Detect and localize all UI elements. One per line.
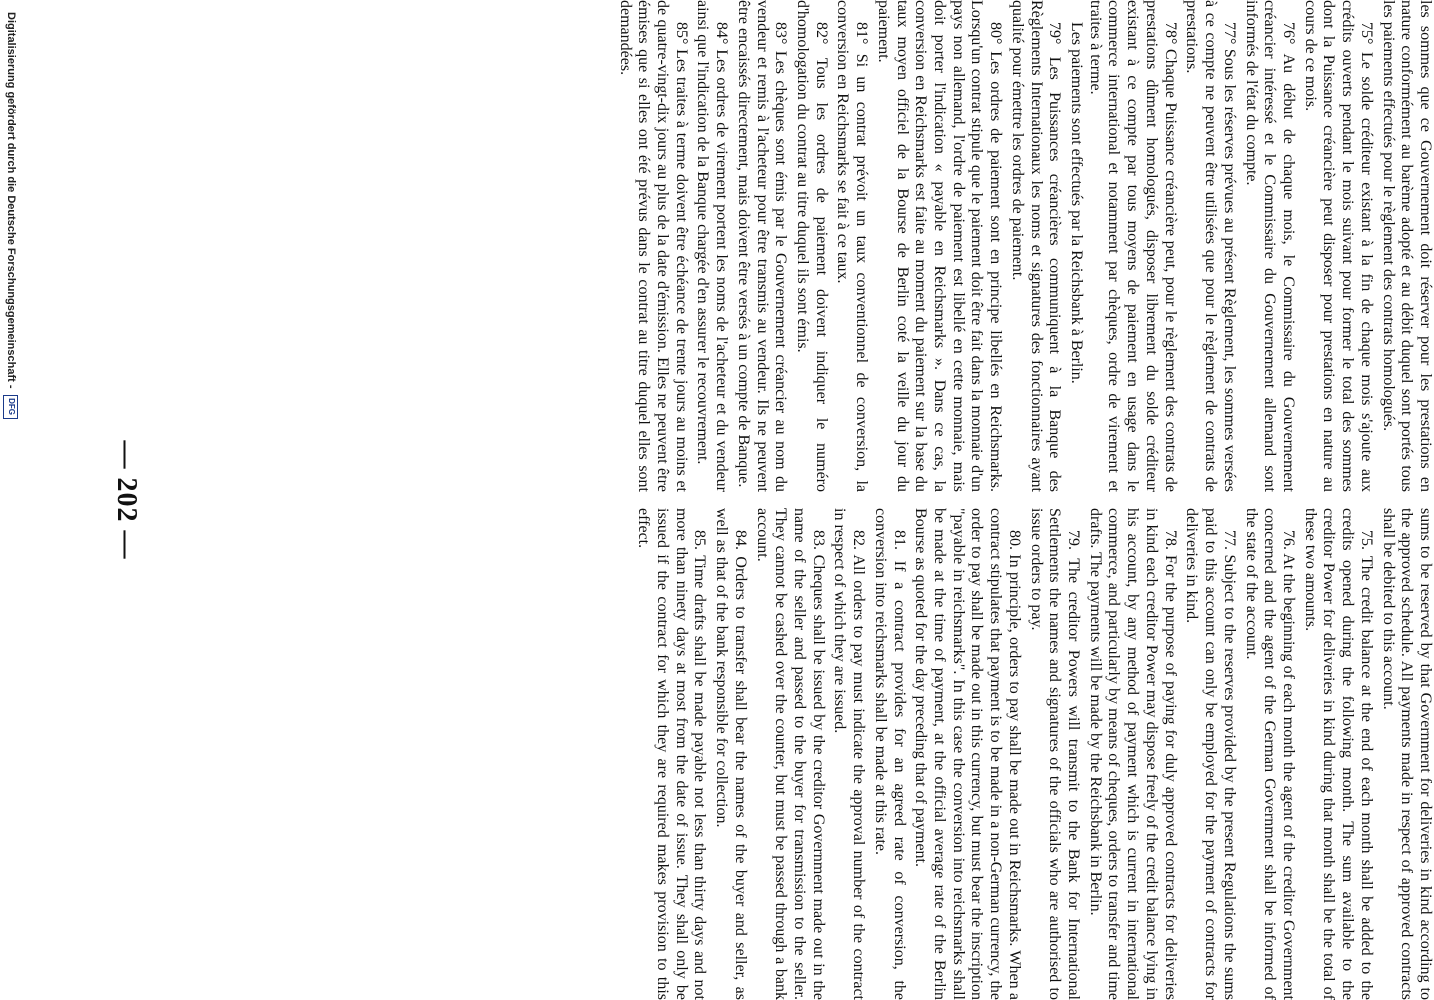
french-paragraph-77: 77° Sous les réserves prévues au présent Règlement, les sommes versées à ce compte ne peuvent être utilisées que pour le règlement de contrats de prestations.: [1183, 0, 1238, 492]
english-paragraph-78: 78. For the purpose of paying for duly approved contracts for deliveries in kind each creditor Power may dispose freely of the credit balance lying in his account, by any method of payment which is current in international commerce, and particularly by means of cheques, orders to transfer and time drafts. The payments will be made by the Reichsbank in Berlin.: [1086, 508, 1179, 1000]
funding-credit-text: Digitalisierung gefördert durch die Deutsche Forschungsgemeinschaft -: [5, 12, 17, 389]
french-paragraph-82: 82° Tous les ordres de paiement doivent indiquer le numéro d'homologation du contrat au titre duquel ils sont émis.: [794, 0, 830, 492]
french-paragraph-79: 79° Les Puissances créancières communiquent à la Banque des Règlements Internationaux les noms et signatures des fonctionnaires ayant qualité pour émettre les ordres de paiement.: [1008, 0, 1064, 492]
english-text-column: [154, 508, 1434, 1000]
english-paragraph-77: 77. Subject to the reserves provided by the present Regulations the sums paid to this account can only be employed for the payment of contracts for deliveries in kind.: [1183, 508, 1238, 1000]
french-paragraph-83: 83° Les chèques sont émis par le Gouvernement créancier au nom du vendeur et remis à l'acheteur pour être transmis au vendeur. Ils ne peuvent être encaissés directement, mais doivent être versés à un compte de Banque.: [734, 0, 790, 492]
digitization-footer: [0, 0, 22, 1000]
french-paragraph-78: 78° Chaque Puissance créancière peut, pour le règlement des contrats de prestations dûment homologués, disposer librement du solde créditeur existant à ce compte par tous moyens de paiement en usage dans le commerce international et notamment par chèques, ordre de virement et traites à terme.: [1086, 0, 1179, 492]
french-paragraph-78-payments: Les paiements sont effectués par la Reichsbank à Berlin.: [1068, 22, 1086, 384]
english-paragraph-79: 79. The creditor Powers will transmit to the Bank for International Settlements the names and signatures of the officials who are authorised to issue orders to pay.: [1027, 508, 1083, 1000]
french-text-column: [154, 0, 1434, 492]
french-paragraph-84: 84° Les ordres de virement portent les noms de l'acheteur et du vendeur ainsi que l'indication de la Banque chargée d'en assurer le recouvrement.: [694, 0, 731, 492]
french-paragraph-80: 80° Les ordres de paiement sont en principe libellés en Reichsmarks. Lorsqu'un contrat stipule que le paiement doit être fait dans la monnaie d'un pays non allemand, l'ordre de paiement est libellé en cette monnaie, mais doit porter l'indication « payable en Reichsmarks ». Dans ce cas, la conversion en Reichsmarks est faite au moment du paiement sur la base du taux moyen officiel de la Bourse de Berlin coté la veille du jour du paiement.: [874, 0, 1005, 492]
french-paragraph-85: 85° Les traites à terme doivent être échéance de trente jours au moins et de quatre-vingt-dix jours au plus de la date d'émission. Elles ne peuvent être émises que si elles ont été prévus dans le contrat au titre duquel elles sont demandées.: [616, 0, 690, 492]
dfg-logo-icon: DFG: [4, 395, 19, 419]
french-paragraph-75: 75° Le solde créditeur existant à la fin de chaque mois s'ajoute aux crédits ouverts pendant le mois suivant pour former le total des sommes dont la Puissance créancière peut disposer pour prestations en nature au cours de ce mois.: [1301, 0, 1375, 492]
english-paragraph-75: 75. The credit balance at the end of each month shall be added to the credits opened during the following month. The sum available to the creditor Power for deliveries in kind during that month shall be the total of these two amounts.: [1301, 508, 1375, 1000]
english-paragraph-76: 76. At the beginning of each month the agent of the creditor Government concerned and the agent of the German Government shall be informed of the state of the account.: [1242, 508, 1297, 1000]
english-paragraph-84: 84. Orders to transfer shall bear the names of the buyer and seller, as well as that of the bank responsible for collection.: [713, 508, 749, 1000]
english-intro-paragraph: sums to be reserved by that Government for deliveries in kind according to the approved schedule. All payments made in respect of approved contracts shall be debited to this account.: [1379, 508, 1434, 1000]
french-paragraph-81: 81° Si un contrat prévoit un taux conventionnel de conversion, la conversion en Reichsmarks se fait à ce taux.: [834, 0, 871, 492]
english-paragraph-83: 83. Cheques shall be issued by the creditor Government made out in the name of the seller and passed to the buyer for transmission to the seller. They cannot be cashed over the counter, but must be passed through a bank account.: [753, 508, 827, 1000]
english-paragraph-80: 80. In principle, orders to pay shall be made out in Reichsmarks. When a contract stipulates that payment is to be made in a non-German currency, the order to pay shall be made out in this currency, but must bear the inscription "payable in reichsmarks". In this case the conversion into reichsmarks shall be made at the time of payment, at the official average rate of the Berlin Bourse as quoted for the day preceding that of payment.: [912, 508, 1023, 1000]
french-intro-paragraph: les sommes que ce Gouvernement doit réserver pour les prestations en nature conformément au barème adopté et au débit duquel sont portés tous les paiements effectués pour le règlement des contrats homologués.: [1379, 0, 1434, 492]
english-paragraph-81: 81. If a contract provides for an agreed rate of conversion, the conversion into reichsmarks shall be made at this rate.: [871, 508, 908, 1000]
english-paragraph-85: 85. Time drafts shall be made payable not less than thirty days and not more than ninety days at most from the date of issue. They shall only be issued if the contract for which they are required makes provision to this effect.: [635, 508, 709, 1000]
page-number: — 202 —: [111, 440, 142, 560]
english-paragraph-82: 82. All orders to pay must indicate the approval number of the contract in respect of which they are issued.: [831, 508, 868, 1000]
french-paragraph-76: 76° Au début de chaque mois, le Commissaire du Gouvernement créancier intéressé et le Commissaire du Gouvernement allemand sont informés de l'état du compte.: [1242, 0, 1297, 492]
